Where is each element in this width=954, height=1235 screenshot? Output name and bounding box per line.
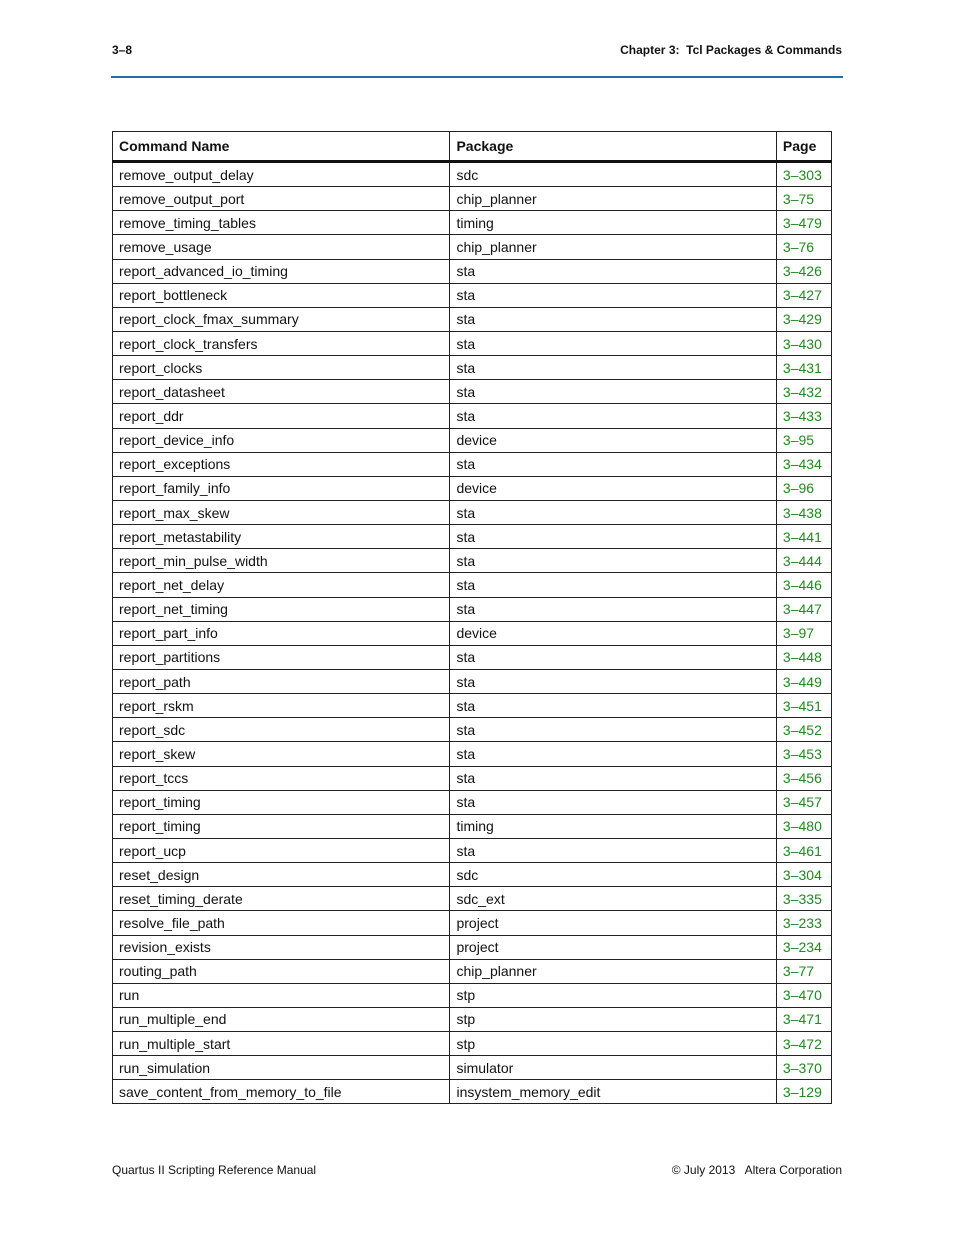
command-name-cell: report_part_info [113, 621, 450, 645]
package-cell: project [450, 911, 776, 935]
command-name-cell: report_timing [113, 790, 450, 814]
table-row [113, 935, 832, 959]
package-cell: sta [450, 283, 776, 307]
table-row [113, 211, 832, 235]
table-row [113, 645, 832, 669]
command-name-cell: report_skew [113, 742, 450, 766]
command-name-cell: report_path [113, 669, 450, 693]
page-link[interactable]: 3–431 [776, 356, 831, 380]
package-cell: sta [450, 259, 776, 283]
command-name-cell: revision_exists [113, 935, 450, 959]
command-name-cell: report_net_timing [113, 597, 450, 621]
page-number: 3–8 [112, 43, 133, 57]
command-name-cell: report_advanced_io_timing [113, 259, 450, 283]
package-cell: chip_planner [450, 187, 776, 211]
package-cell: device [450, 428, 776, 452]
command-name-cell: run_simulation [113, 1056, 450, 1080]
page-link[interactable]: 3–448 [776, 645, 831, 669]
page-link[interactable]: 3–75 [776, 187, 831, 211]
command-name-cell: run_multiple_end [113, 1007, 450, 1031]
table-row [113, 766, 832, 790]
page-link[interactable]: 3–335 [776, 887, 831, 911]
command-name-cell: remove_timing_tables [113, 211, 450, 235]
table-row [113, 814, 832, 838]
table-row [113, 863, 832, 887]
table-row [113, 1080, 832, 1104]
page-link[interactable]: 3–441 [776, 525, 831, 549]
table-row [113, 187, 832, 211]
page-link[interactable]: 3–452 [776, 718, 831, 742]
footer-manual-title: Quartus II Scripting Reference Manual [112, 1163, 317, 1177]
command-name-cell: report_datasheet [113, 380, 450, 404]
command-table [112, 131, 832, 1104]
package-cell: sta [450, 790, 776, 814]
command-name-cell: resolve_file_path [113, 911, 450, 935]
command-name-cell: report_clock_fmax_summary [113, 307, 450, 331]
page-link[interactable]: 3–429 [776, 307, 831, 331]
page-link[interactable]: 3–456 [776, 766, 831, 790]
package-cell: sta [450, 669, 776, 693]
package-cell: sta [450, 500, 776, 524]
package-cell: sta [450, 356, 776, 380]
command-name-cell: report_min_pulse_width [113, 549, 450, 573]
table-row [113, 404, 832, 428]
table-row [113, 428, 832, 452]
command-name-cell: report_max_skew [113, 500, 450, 524]
page-link[interactable]: 3–433 [776, 404, 831, 428]
package-cell: stp [450, 983, 776, 1007]
table-row [113, 259, 832, 283]
command-name-cell: report_tccs [113, 766, 450, 790]
package-cell: stp [450, 1032, 776, 1056]
page-link[interactable]: 3–471 [776, 1007, 831, 1031]
table-row [113, 525, 832, 549]
command-name-cell: report_clock_transfers [113, 331, 450, 355]
page-link[interactable]: 3–426 [776, 259, 831, 283]
table-row [113, 549, 832, 573]
package-cell: sta [450, 766, 776, 790]
table-row [113, 597, 832, 621]
table-row [113, 983, 832, 1007]
package-cell: sdc [450, 162, 776, 187]
page-link[interactable]: 3–457 [776, 790, 831, 814]
package-cell: sdc [450, 863, 776, 887]
page-link[interactable]: 3–453 [776, 742, 831, 766]
page-link[interactable]: 3–304 [776, 863, 831, 887]
table-row [113, 356, 832, 380]
table-row [113, 1056, 832, 1080]
command-name-cell: remove_usage [113, 235, 450, 259]
command-name-cell: report_net_delay [113, 573, 450, 597]
column-header-package: Package [450, 132, 776, 162]
package-cell: chip_planner [450, 235, 776, 259]
command-name-cell: reset_design [113, 863, 450, 887]
package-cell: sta [450, 549, 776, 573]
page-link[interactable]: 3–472 [776, 1032, 831, 1056]
command-name-cell: report_metastability [113, 525, 450, 549]
command-name-cell: report_exceptions [113, 452, 450, 476]
package-cell: sta [450, 718, 776, 742]
table-row [113, 694, 832, 718]
page-link[interactable]: 3–447 [776, 597, 831, 621]
package-cell: stp [450, 1007, 776, 1031]
command-name-cell: reset_timing_derate [113, 887, 450, 911]
package-cell: sta [450, 331, 776, 355]
column-header-page: Page [776, 132, 831, 162]
command-name-cell: report_sdc [113, 718, 450, 742]
page-link[interactable]: 3–430 [776, 331, 831, 355]
table-row [113, 742, 832, 766]
package-cell: sta [450, 573, 776, 597]
page-link[interactable]: 3–370 [776, 1056, 831, 1080]
table-row [113, 380, 832, 404]
table-row [113, 452, 832, 476]
package-cell: sta [450, 742, 776, 766]
package-cell: timing [450, 211, 776, 235]
page-link[interactable]: 3–77 [776, 959, 831, 983]
page-link[interactable]: 3–479 [776, 211, 831, 235]
command-name-cell: report_ddr [113, 404, 450, 428]
table-header-row [113, 132, 832, 162]
command-name-cell: save_content_from_memory_to_file [113, 1080, 450, 1104]
chapter-title: Chapter 3: Tcl Packages & Commands [620, 43, 842, 57]
page-link[interactable]: 3–97 [776, 621, 831, 645]
table-row [113, 307, 832, 331]
command-name-cell: remove_output_port [113, 187, 450, 211]
page-link[interactable]: 3–303 [776, 162, 831, 187]
table-row [113, 500, 832, 524]
page-link[interactable]: 3–451 [776, 694, 831, 718]
page-link[interactable]: 3–480 [776, 814, 831, 838]
package-cell: timing [450, 814, 776, 838]
package-cell: simulator [450, 1056, 776, 1080]
command-name-cell: report_clocks [113, 356, 450, 380]
page-link[interactable]: 3–434 [776, 452, 831, 476]
table-row [113, 476, 832, 500]
command-name-cell: run [113, 983, 450, 1007]
package-cell: sta [450, 380, 776, 404]
table-row [113, 718, 832, 742]
package-cell: sta [450, 307, 776, 331]
column-header-command-name: Command Name [113, 132, 450, 162]
command-name-cell: report_timing [113, 814, 450, 838]
command-name-cell: routing_path [113, 959, 450, 983]
table-row [113, 331, 832, 355]
command-name-cell: report_rskm [113, 694, 450, 718]
package-cell: sta [450, 645, 776, 669]
package-cell: sdc_ext [450, 887, 776, 911]
table-row [113, 283, 832, 307]
package-cell: sta [450, 404, 776, 428]
table-row [113, 669, 832, 693]
command-name-cell: report_bottleneck [113, 283, 450, 307]
page-link[interactable]: 3–95 [776, 428, 831, 452]
package-cell: device [450, 476, 776, 500]
table-row [113, 1007, 832, 1031]
package-cell: device [450, 621, 776, 645]
table-row [113, 911, 832, 935]
page-link[interactable]: 3–444 [776, 549, 831, 573]
page-link[interactable]: 3–461 [776, 838, 831, 862]
page-link[interactable]: 3–234 [776, 935, 831, 959]
package-cell: insystem_memory_edit [450, 1080, 776, 1104]
command-name-cell: report_ucp [113, 838, 450, 862]
table-row [113, 162, 832, 187]
page-link[interactable]: 3–449 [776, 669, 831, 693]
package-cell: sta [450, 597, 776, 621]
table-row [113, 1032, 832, 1056]
command-name-cell: report_family_info [113, 476, 450, 500]
package-cell: sta [450, 525, 776, 549]
table-row [113, 959, 832, 983]
table-row [113, 573, 832, 597]
header-rule [111, 76, 843, 78]
command-name-cell: remove_output_delay [113, 162, 450, 187]
footer-copyright: © July 2013 Altera Corporation [671, 1163, 842, 1177]
page-link[interactable]: 3–438 [776, 500, 831, 524]
table-row [113, 790, 832, 814]
package-cell: sta [450, 452, 776, 476]
page-link[interactable]: 3–96 [776, 476, 831, 500]
command-name-cell: run_multiple_start [113, 1032, 450, 1056]
table-row [113, 621, 832, 645]
command-name-cell: report_partitions [113, 645, 450, 669]
page-link[interactable]: 3–446 [776, 573, 831, 597]
page-link[interactable]: 3–432 [776, 380, 831, 404]
table-row [113, 838, 832, 862]
page-link[interactable]: 3–76 [776, 235, 831, 259]
package-cell: project [450, 935, 776, 959]
package-cell: sta [450, 838, 776, 862]
package-cell: chip_planner [450, 959, 776, 983]
command-name-cell: report_device_info [113, 428, 450, 452]
page-link[interactable]: 3–470 [776, 983, 831, 1007]
table-body [113, 162, 832, 1104]
table-row [113, 235, 832, 259]
page-link[interactable]: 3–427 [776, 283, 831, 307]
package-cell: sta [450, 694, 776, 718]
table-row [113, 887, 832, 911]
page-link[interactable]: 3–129 [776, 1080, 831, 1104]
page-link[interactable]: 3–233 [776, 911, 831, 935]
